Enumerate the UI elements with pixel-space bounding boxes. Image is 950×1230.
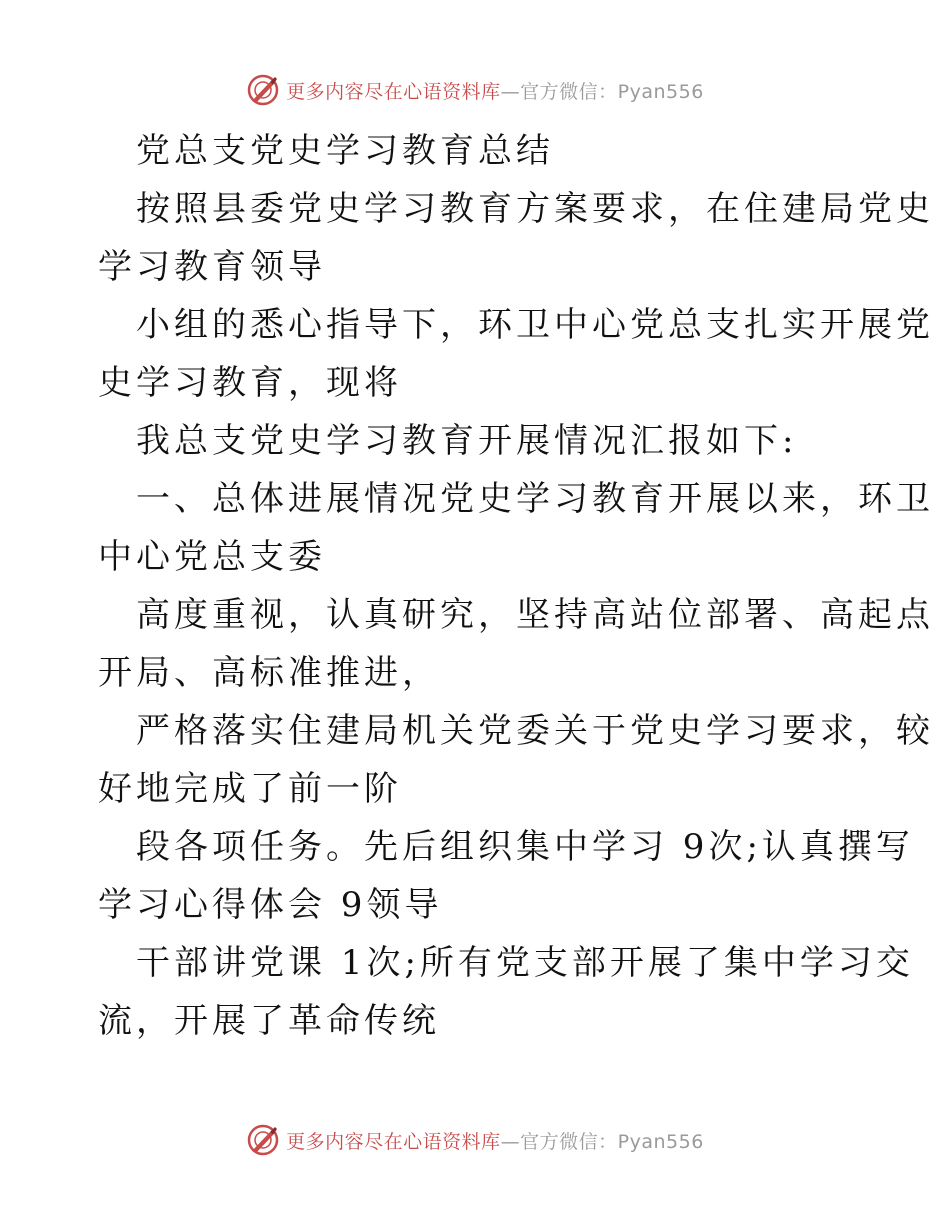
pen-logo-icon (246, 1123, 280, 1157)
body-text-line: 我总支党史学习教育开展情况汇报如下: (136, 421, 798, 461)
watermark-gray-text: —官方微信：Pyan556 (500, 1130, 704, 1153)
body-text-line: 史学习教育，现将 (98, 363, 402, 403)
body-text-line: 按照县委党史学习教育方案要求，在住建局党史 (136, 189, 934, 229)
document-title: 党总支党史学习教育总结 (136, 131, 554, 171)
body-text-line: 小组的悉心指导下，环卫中心党总支扎实开展党 (136, 305, 934, 345)
body-text-line: 流，开展了革命传统 (98, 1001, 440, 1041)
watermark-red-text: 更多内容尽在心语资料库 (286, 1130, 501, 1153)
body-text-line: 开局、高标准推进， (98, 653, 440, 693)
body-text-line: 好地完成了前一阶 (98, 769, 402, 809)
watermark-gray-text: —官方微信：Pyan556 (500, 80, 704, 103)
document-body (98, 122, 934, 1050)
watermark-red-text: 更多内容尽在心语资料库 (286, 80, 501, 103)
body-text-line: 严格落实住建局机关党委关于党史学习要求，较 (136, 711, 934, 751)
header-watermark (0, 70, 950, 110)
body-text-line: 学习教育领导 (98, 247, 326, 287)
footer-watermark (0, 1120, 950, 1160)
pen-logo-icon (246, 73, 280, 107)
body-text-line: 中心党总支委 (98, 537, 326, 577)
body-text-line: 一、总体进展情况党史学习教育开展以来，环卫 (136, 479, 934, 519)
body-text-line: 干部讲党课 1次;所有党支部开展了集中学习交 (136, 943, 914, 983)
body-text-line: 学习心得体会 9领导 (98, 885, 443, 925)
body-text-line: 高度重视，认真研究，坚持高站位部署、高起点 (136, 595, 934, 635)
body-text-line: 段各项任务。先后组织集中学习 9次;认真撰写 (136, 827, 914, 867)
watermark-text (286, 77, 704, 104)
watermark-text (286, 1127, 704, 1154)
